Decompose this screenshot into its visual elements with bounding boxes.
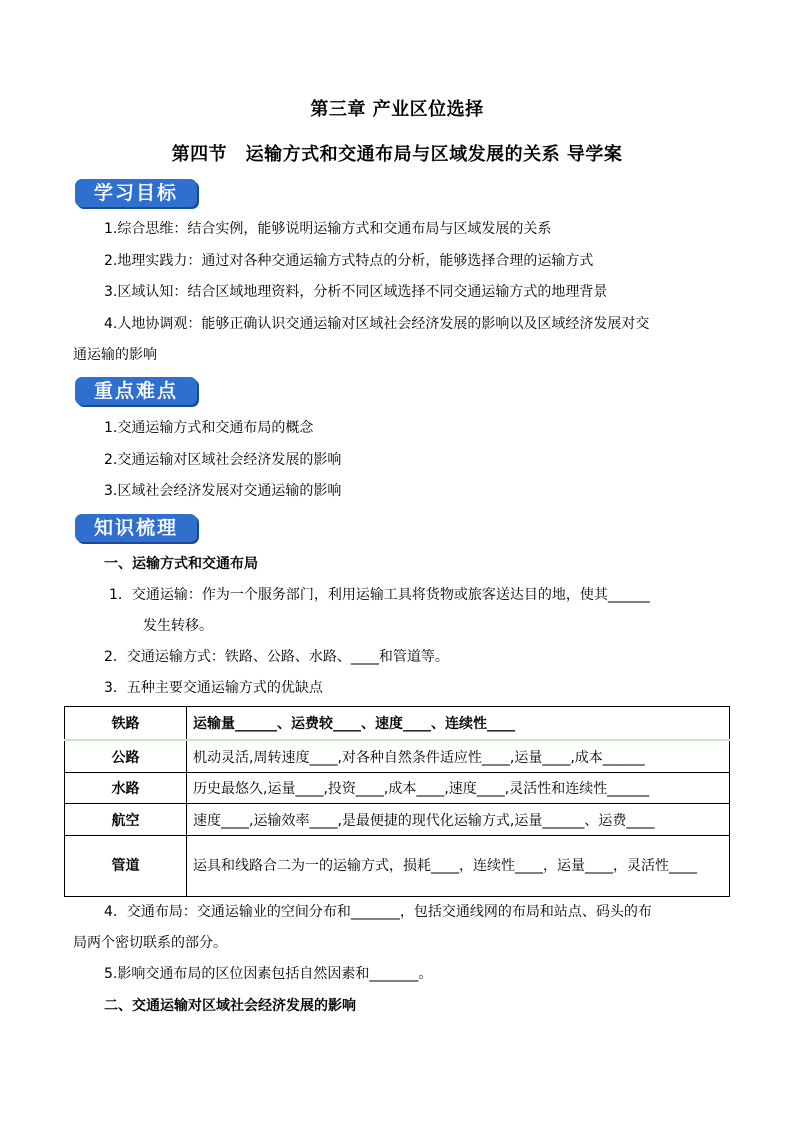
mode-cell: 管道 (65, 836, 187, 897)
table-row (65, 836, 730, 897)
heading-2: 二、交通运输对区域社会经济发展的影响 (104, 998, 356, 1014)
mode-cell: 铁路 (65, 707, 187, 741)
paragraph-1-continued: 发生转移。 (143, 618, 213, 634)
knowledge-badge: 知识梳理 (75, 514, 197, 542)
paragraph-1: 1．交通运输：作为一个服务部门，利用运输工具将货物或旅客送达目的地，使其______ (109, 587, 650, 603)
table-row (65, 804, 730, 836)
table-row (65, 707, 730, 741)
keypoint-item: 1.交通运输方式和交通布局的概念 (104, 420, 314, 436)
desc-cell: 运输量______、运费较____、速度____、连续性____ (187, 707, 730, 741)
goal-item: 2.地理实践力：通过对各种交通运输方式特点的分析，能够选择合理的运输方式 (104, 253, 594, 269)
keypoint-item: 3.区域社会经济发展对交通运输的影响 (104, 483, 342, 499)
keypoint-item: 2.交通运输对区域社会经济发展的影响 (104, 452, 342, 468)
paragraph-2: 2．交通运输方式：铁路、公路、水路、____和管道等。 (104, 649, 449, 665)
mode-cell: 公路 (65, 740, 187, 773)
goal-item-continued: 通运输的影响 (73, 347, 157, 363)
mode-cell: 水路 (65, 773, 187, 804)
desc-cell: 速度____,运输效率____,是最便捷的现代化运输方式,运量______、运费____ (187, 804, 730, 836)
paragraph-4: 4．交通布局：交通运输业的空间分布和_______，包括交通线网的布局和站点、码头的布 (104, 904, 652, 920)
goals-badge: 学习目标 (75, 179, 197, 207)
desc-cell: 运具和线路合二为一的运输方式，损耗____，连续性____，运量____，灵活性____ (187, 836, 730, 897)
mode-cell: 航空 (65, 804, 187, 836)
goal-item: 4.人地协调观：能够正确认识交通运输对区域社会经济发展的影响以及区域经济发展对交 (104, 316, 650, 332)
paragraph-3: 3．五种主要交通运输方式的优缺点 (104, 680, 323, 696)
paragraph-5: 5.影响交通布局的区位因素包括自然因素和_______。 (104, 966, 433, 982)
section-title: 第四节 运输方式和交通布局与区域发展的关系 导学案 (171, 144, 623, 165)
keypoints-badge: 重点难点 (75, 377, 197, 405)
desc-cell: 机动灵活,周转速度____,对各种自然条件适应性____,运量____,成本______ (187, 740, 730, 773)
table-row (65, 740, 730, 773)
table-row (65, 773, 730, 804)
paragraph-4-continued: 局两个密切联系的部分。 (73, 935, 227, 951)
desc-cell: 历史最悠久,运量____,投资____,成本____,速度____,灵活性和连续性______ (187, 773, 730, 804)
goal-item: 1.综合思维：结合实例，能够说明运输方式和交通布局与区域发展的关系 (104, 221, 552, 237)
chapter-title: 第三章 产业区位选择 (310, 99, 484, 120)
goal-item: 3.区域认知：结合区域地理资料，分析不同区域选择不同交通运输方式的地理背景 (104, 284, 608, 300)
heading-1: 一、运输方式和交通布局 (104, 556, 258, 572)
transport-modes-table (64, 706, 730, 897)
